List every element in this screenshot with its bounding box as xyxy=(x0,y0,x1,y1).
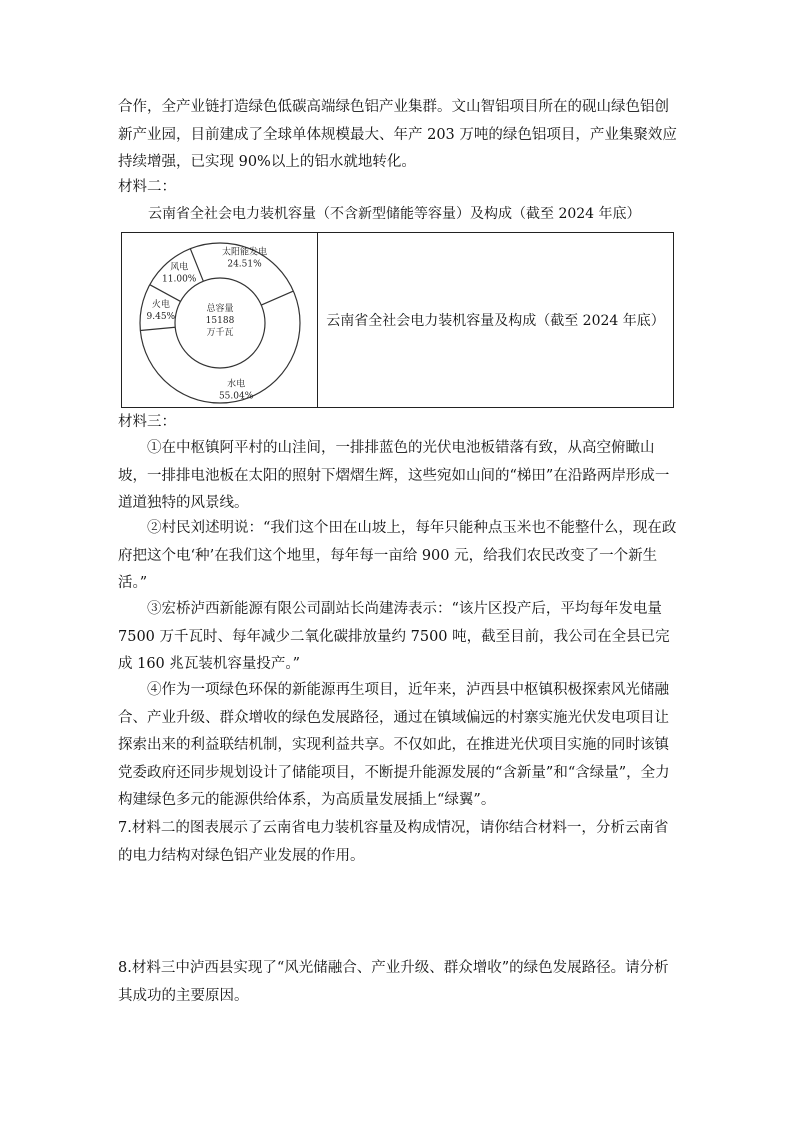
chart-description-text: 云南省全社会电力装机容量及构成（截至 2024 年底） xyxy=(326,313,665,329)
slice-value-label: 24.51% xyxy=(227,259,262,270)
question-7: 7.材料二的图表展示了云南省电力装机容量及构成情况，请你结合材料一，分析云南省的电力结构对绿色铝产业发展的作用。 xyxy=(118,820,669,864)
slice-name-label: 水电 xyxy=(227,379,246,390)
donut-center-label: 15188 xyxy=(205,316,235,326)
chart-table xyxy=(121,232,674,408)
donut-center-label: 总容量 xyxy=(206,304,234,314)
slice-name-label: 太阳能发电 xyxy=(222,247,268,258)
slice-value-label: 55.04% xyxy=(218,391,254,402)
table-caption: 云南省全社会电力装机容量（不含新型储能等容量）及构成（截至 2024 年底） xyxy=(148,206,641,222)
material-3-item-2: ②村民刘述明说：“我们这个田在山坡上，每年只能种点玉米也不能整什么，现在政府把这个电‘种’在我们这个地里，每年每一亩给 900 元，给我们农民改变了一个新生活。” xyxy=(118,520,677,591)
question-8: 8.材料三中泸西县实现了“风光储融合、产业升级、群众增收”的绿色发展路径。请分析其成功的主要原因。 xyxy=(118,960,669,1004)
material-3-item-4: ④作为一项绿色环保的新能源再生项目，近年来，泸西县中枢镇积极探索风光储融合、产业升级、群众增收的绿色发展路径，通过在镇域偏远的村寨实施光伏发电项目让探索出来的利益联结机制，实现利益共享。不仅如此，在推进光伏项目实施的同时该镇党委政府还同步规划设计了储能项目，不断提升能源发展的“含新量”和“含绿量”，全力构建绿色多元的能源供给体系，为高质量发展插上“绿翼”。 xyxy=(118,682,670,808)
slice-value-label: 11.00% xyxy=(162,274,197,285)
slice-value-label: 9.45% xyxy=(146,312,176,323)
material-3-item-3: ③宏桥泸西新能源有限公司副站长尚建涛表示：“该片区投产后，平均每年发电量 7500 万千瓦时、每年减少二氧化碳排放量约 7500 吨，截至目前，我公司在全县已完成 160 兆瓦装机容量投产。” xyxy=(118,601,670,672)
donut-center-label: 万千瓦 xyxy=(206,328,234,338)
intro-paragraph: 合作，全产业链打造绿色低碳高端绿色铝产业集群。文山智铝项目所在的砚山绿色铝创新产业园，目前建成了全球单体规模最大、年产 203 万吨的绿色铝项目，产业集聚效应持续增强，已实现 90%以上的铝水就地转化。 xyxy=(118,99,677,170)
donut-chart xyxy=(122,233,317,407)
slice-name-label: 火电 xyxy=(151,300,170,311)
chart-description-cell xyxy=(318,233,673,407)
chart-cell xyxy=(122,233,318,407)
material-2-heading: 材料二： xyxy=(118,179,176,195)
slice-name-label: 风电 xyxy=(170,262,189,273)
material-3-heading: 材料三： xyxy=(118,414,176,430)
material-3-item-1: ①在中枢镇阿平村的山洼间，一排排蓝色的光伏电池板错落有致，从高空俯瞰山坡，一排排电池板在太阳的照射下熠熠生辉，这些宛如山间的“梯田”在沿路两岸形成一道道独特的风景线。 xyxy=(118,440,670,511)
